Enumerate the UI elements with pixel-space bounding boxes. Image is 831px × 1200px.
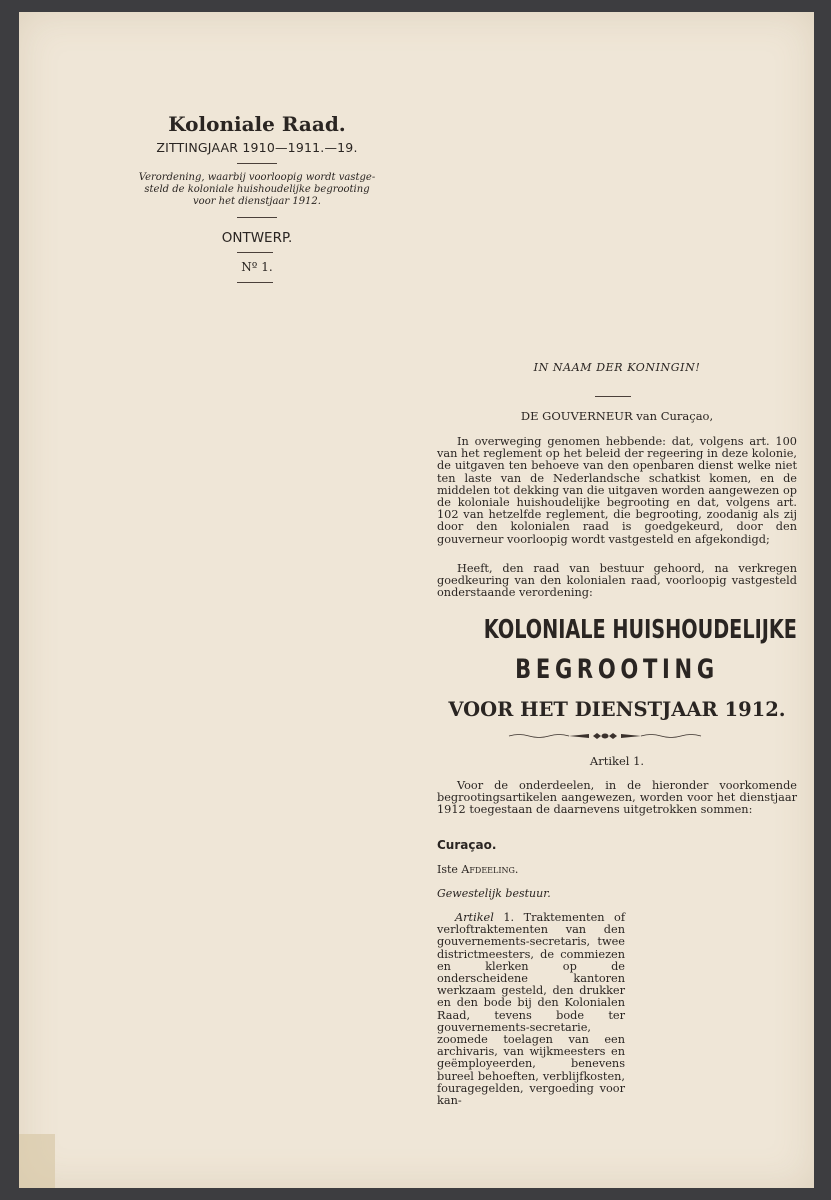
preamble-paragraph: In overweging genomen hebbende: dat, volgens art. 100 van het reglement op het beleid der regeering in deze kolonie, de uitgaven ten behoeve van den openbaren dienst welke niet ten laste van de Nederlandsche schatkist komen, en de middelen tot dekking van die uitgaven worden aangewezen op de koloniale huishoudelijke begrooting en dat, volgens art. 102 van hetzelfde reglement, die begrooting, zoodanig als zij door den kolonialen raad is goedgekeurd, door den gouverneur voorloopig wordt vastgesteld en afgekondigd; [437,435,797,546]
article-text: Voor de onderdeelen, in de hieronder voorkomende begrootingsartikelen aangewezen, worden voor het dienstjaar 1912 toegestaan de daarnevens uitgetrokken sommen: [437,779,797,817]
council-title: Koloniale Raad. [168,112,346,136]
section-place: Curaçao. [437,838,497,852]
section-article-label: Artikel [455,911,494,924]
division-prefix: Iste [437,863,458,876]
paper-stain [19,1134,55,1188]
divider [237,282,273,283]
session-line: ZITTINGJAAR 1910—1911.—19. [156,140,358,155]
divider [237,163,277,164]
section-article [437,912,625,1107]
section-subtitle: Gewestelijk bestuur. [437,887,551,900]
ornamental-divider [507,730,703,742]
document-number: Nº 1. [241,260,273,274]
governor-line: DE GOUVERNEUR van Curaçao, [520,409,714,423]
preamble-paragraph-2: Heeft, den raad van bestuur gehoord, na verkregen goedkeuring van den kolonialen raad, voorloopig vastgesteld onderstaande verordening: [437,562,797,600]
divider [595,396,631,397]
ordinance-description: Verordening, waarbij voorloopig wordt vastge-steld de koloniale huishoudelijke begrooting voor het dienstjaar 1912. [138,172,376,207]
document-page [19,12,814,1188]
heading-line-2: BEGROOTING [515,654,719,685]
heading-line-3: VOOR HET DIENSTJAAR 1912. [448,698,786,721]
division-name: Afdeeling. [461,863,519,876]
draft-label: ONTWERP. [221,230,293,246]
invocation: IN NAAM DER KONINGIN! [533,361,701,374]
section-article-text: 1. Traktementen of verloftraktementen van den gouvernements-secretaris, twee districtmeesters, de commiezen en klerken op de onderscheidene kantoren werkzaam gesteld, den drukker en den bode bij den Kolonialen Raad, tevens bode ter gouvernements-secretarie, zoomede toelagen van een archivaris, van wijkmeesters en geëmployeerden, benevens bureel behoeften, verblijfkosten, fouragegelden, vergoeding voor kan- [437,911,626,1108]
divider [237,252,273,253]
heading-line-1: KOLONIALE HUISHOUDELIJKE [483,615,797,645]
article-label: Artikel 1. [589,754,645,768]
division-line [437,864,625,876]
divider [237,217,277,218]
